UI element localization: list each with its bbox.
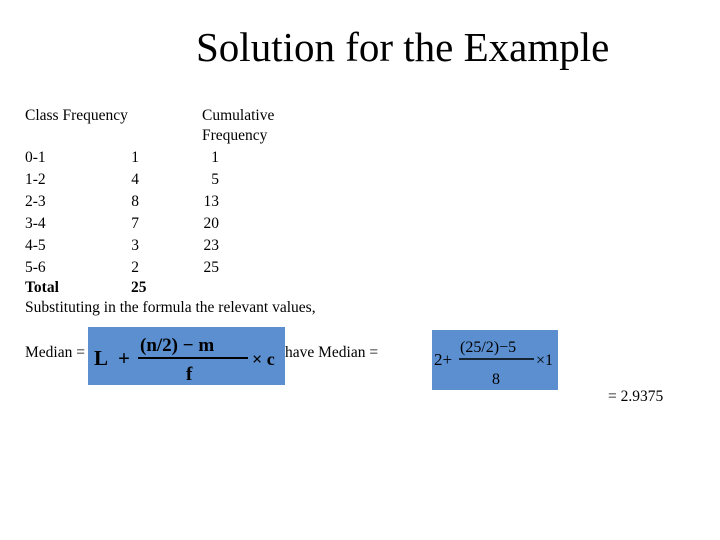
table-cell-cumulative: 5 xyxy=(211,171,219,188)
formula-L: L xyxy=(94,346,109,370)
table-cell-class: 2-3 xyxy=(25,193,46,210)
formula-times-c: × c xyxy=(252,349,275,369)
table-cell-frequency: 3 xyxy=(131,237,139,254)
formula2-numerator: (25/2)−5 xyxy=(460,339,517,356)
table-cell-class: 0-1 xyxy=(25,149,46,166)
column-header-cumulative: Cumulative xyxy=(202,107,275,124)
table-cell-cumulative: 13 xyxy=(203,193,219,210)
table-cell-cumulative: 1 xyxy=(211,149,219,166)
table-cell-class: 3-4 xyxy=(25,215,46,232)
median-label-left: Median = xyxy=(25,344,85,361)
table-cell-class: 4-5 xyxy=(25,237,46,254)
table-cell-cumulative: 20 xyxy=(203,215,219,232)
formula-plus: + xyxy=(118,346,130,370)
median-result: = 2.9375 xyxy=(608,388,664,405)
total-value: 25 xyxy=(131,279,147,296)
formula-denominator: f xyxy=(186,364,193,385)
table-cell-frequency: 1 xyxy=(131,149,139,166)
table-cell-frequency: 2 xyxy=(131,259,139,276)
table-cell-cumulative: 25 xyxy=(203,259,219,276)
table-cell-frequency: 8 xyxy=(131,193,139,210)
formula2-denominator: 8 xyxy=(492,371,500,388)
column-header-frequency: Frequency xyxy=(202,127,268,144)
median-formula-substituted xyxy=(432,330,558,390)
formula2-times-one: ×1 xyxy=(536,352,554,369)
table-cell-cumulative: 23 xyxy=(203,237,219,254)
median-formula-general xyxy=(88,327,285,385)
formula2-prefix: 2+ xyxy=(434,350,453,369)
substitution-text: Substituting in the formula the relevant values, xyxy=(25,299,316,316)
table-cell-class: 5-6 xyxy=(25,259,46,276)
table-cell-frequency: 7 xyxy=(131,215,139,232)
table-cell-class: 1-2 xyxy=(25,171,46,188)
total-label: Total xyxy=(25,279,59,296)
column-header-class-frequency: Class Frequency xyxy=(25,107,128,124)
table-cell-frequency: 4 xyxy=(131,171,139,188)
median-label-right: have Median = xyxy=(285,344,379,361)
formula-numerator: (n/2) − m xyxy=(140,335,215,356)
page-title: Solution for the Example xyxy=(196,24,610,70)
